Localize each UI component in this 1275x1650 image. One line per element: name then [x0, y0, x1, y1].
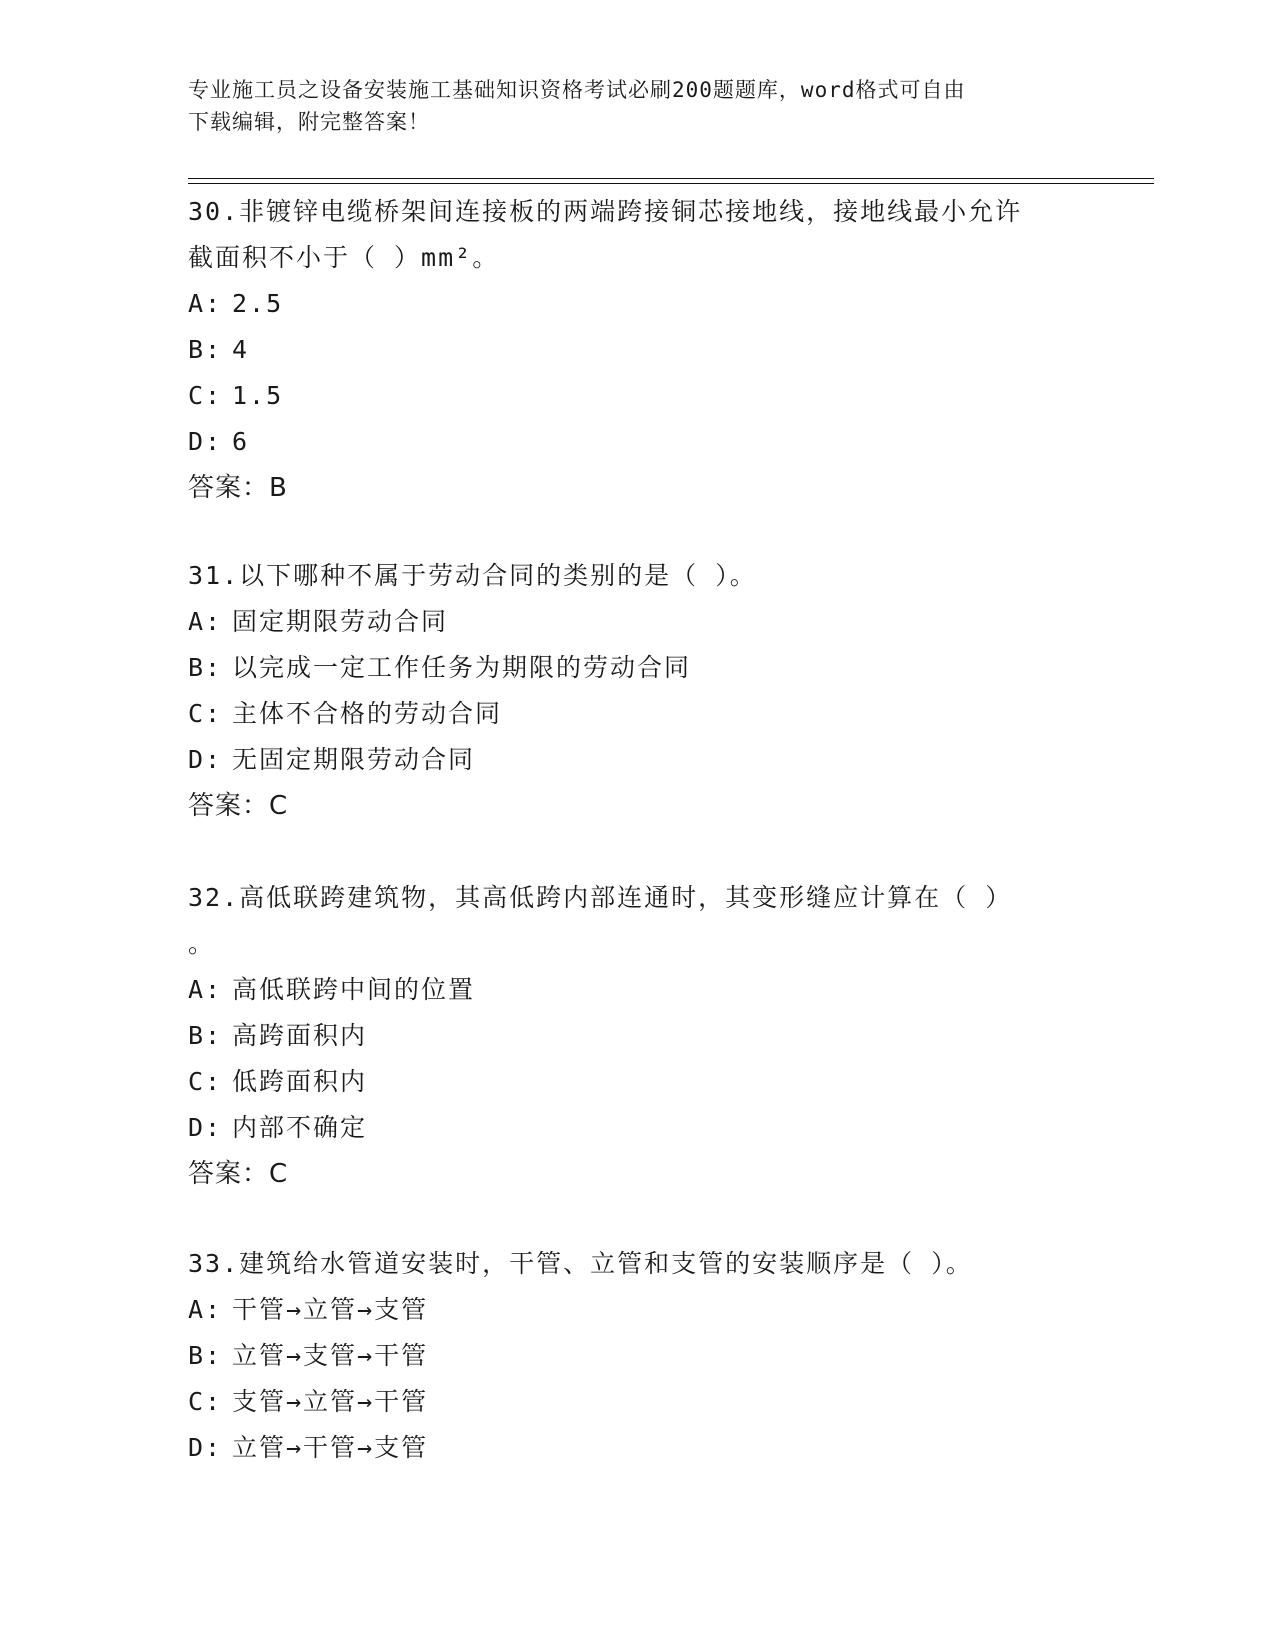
question-stem: 31.以下哪种不属于劳动合同的类别的是（ ）。: [188, 561, 757, 590]
option-a: [188, 967, 1088, 1013]
question-stem: 32.高低联跨建筑物，其高低跨内部连通时，其变形缝应计算在（ ）: [188, 883, 1013, 912]
option-text: 立管→干管→支管: [232, 1433, 429, 1462]
option-a: [188, 281, 1088, 327]
option-b: [188, 327, 1088, 373]
option-letter: B:: [188, 1021, 223, 1050]
option-letter: D:: [188, 745, 223, 774]
option-letter: A:: [188, 1295, 223, 1324]
option-text: 1.5: [232, 381, 284, 410]
question-stem: 33.建筑给水管道安装时，干管、立管和支管的安装顺序是（ ）。: [188, 1249, 973, 1278]
option-b: [188, 645, 1088, 691]
option-text: 支管→立管→干管: [232, 1387, 429, 1416]
option-text: 高跨面积内: [232, 1021, 368, 1050]
option-a: [188, 599, 1088, 645]
answer-line: 答案：C: [188, 791, 289, 821]
option-a: [188, 1287, 1088, 1333]
option-b: [188, 1013, 1088, 1059]
option-letter: A:: [188, 289, 223, 318]
option-text: 主体不合格的劳动合同: [232, 699, 503, 728]
header-line-1: 专业施工员之设备安装施工基础知识资格考试必刷200题题库，word格式可自由: [188, 78, 966, 102]
question-31: [188, 553, 1088, 829]
option-letter: C:: [188, 1387, 223, 1416]
option-text: 内部不确定: [232, 1113, 368, 1142]
option-text: 高低联跨中间的位置: [232, 975, 476, 1004]
option-letter: B:: [188, 653, 223, 682]
option-letter: C:: [188, 1067, 223, 1096]
option-c: [188, 691, 1088, 737]
option-letter: A:: [188, 975, 223, 1004]
option-c: [188, 1379, 1088, 1425]
option-b: [188, 1333, 1088, 1379]
option-letter: C:: [188, 699, 223, 728]
option-letter: D:: [188, 1113, 223, 1142]
option-letter: C:: [188, 381, 223, 410]
option-text: 立管→支管→干管: [232, 1341, 429, 1370]
option-text: 以完成一定工作任务为期限的劳动合同: [232, 653, 692, 682]
header-divider-bottom: [188, 183, 1154, 184]
header-line-2: 下载编辑，附完整答案！: [188, 110, 430, 134]
question-stem-continued: 。: [188, 929, 216, 958]
answer-line: 答案：C: [188, 1159, 289, 1189]
question-30: [188, 189, 1088, 511]
option-letter: B:: [188, 335, 223, 364]
document-header: [188, 74, 1068, 138]
answer-line: 答案：B: [188, 473, 288, 503]
question-stem: 30.非镀锌电缆桥架间连接板的两端跨接铜芯接地线，接地线最小允许: [188, 197, 1023, 226]
option-d: [188, 419, 1088, 465]
option-text: 2.5: [232, 289, 284, 318]
option-letter: B:: [188, 1341, 223, 1370]
question-stem-continued: 截面积不小于（ ）mm²。: [188, 243, 500, 272]
option-c: [188, 373, 1088, 419]
question-33: [188, 1241, 1088, 1471]
option-d: [188, 1425, 1088, 1471]
option-text: 无固定期限劳动合同: [232, 745, 476, 774]
option-c: [188, 1059, 1088, 1105]
option-d: [188, 737, 1088, 783]
option-text: 4: [232, 335, 250, 364]
question-32: [188, 875, 1088, 1197]
option-text: 6: [232, 427, 250, 456]
option-text: 固定期限劳动合同: [232, 607, 449, 636]
header-divider-top: [188, 178, 1154, 179]
option-letter: D:: [188, 1433, 223, 1462]
option-letter: A:: [188, 607, 223, 636]
option-text: 低跨面积内: [232, 1067, 368, 1096]
option-letter: D:: [188, 427, 223, 456]
option-d: [188, 1105, 1088, 1151]
option-text: 干管→立管→支管: [232, 1295, 429, 1324]
